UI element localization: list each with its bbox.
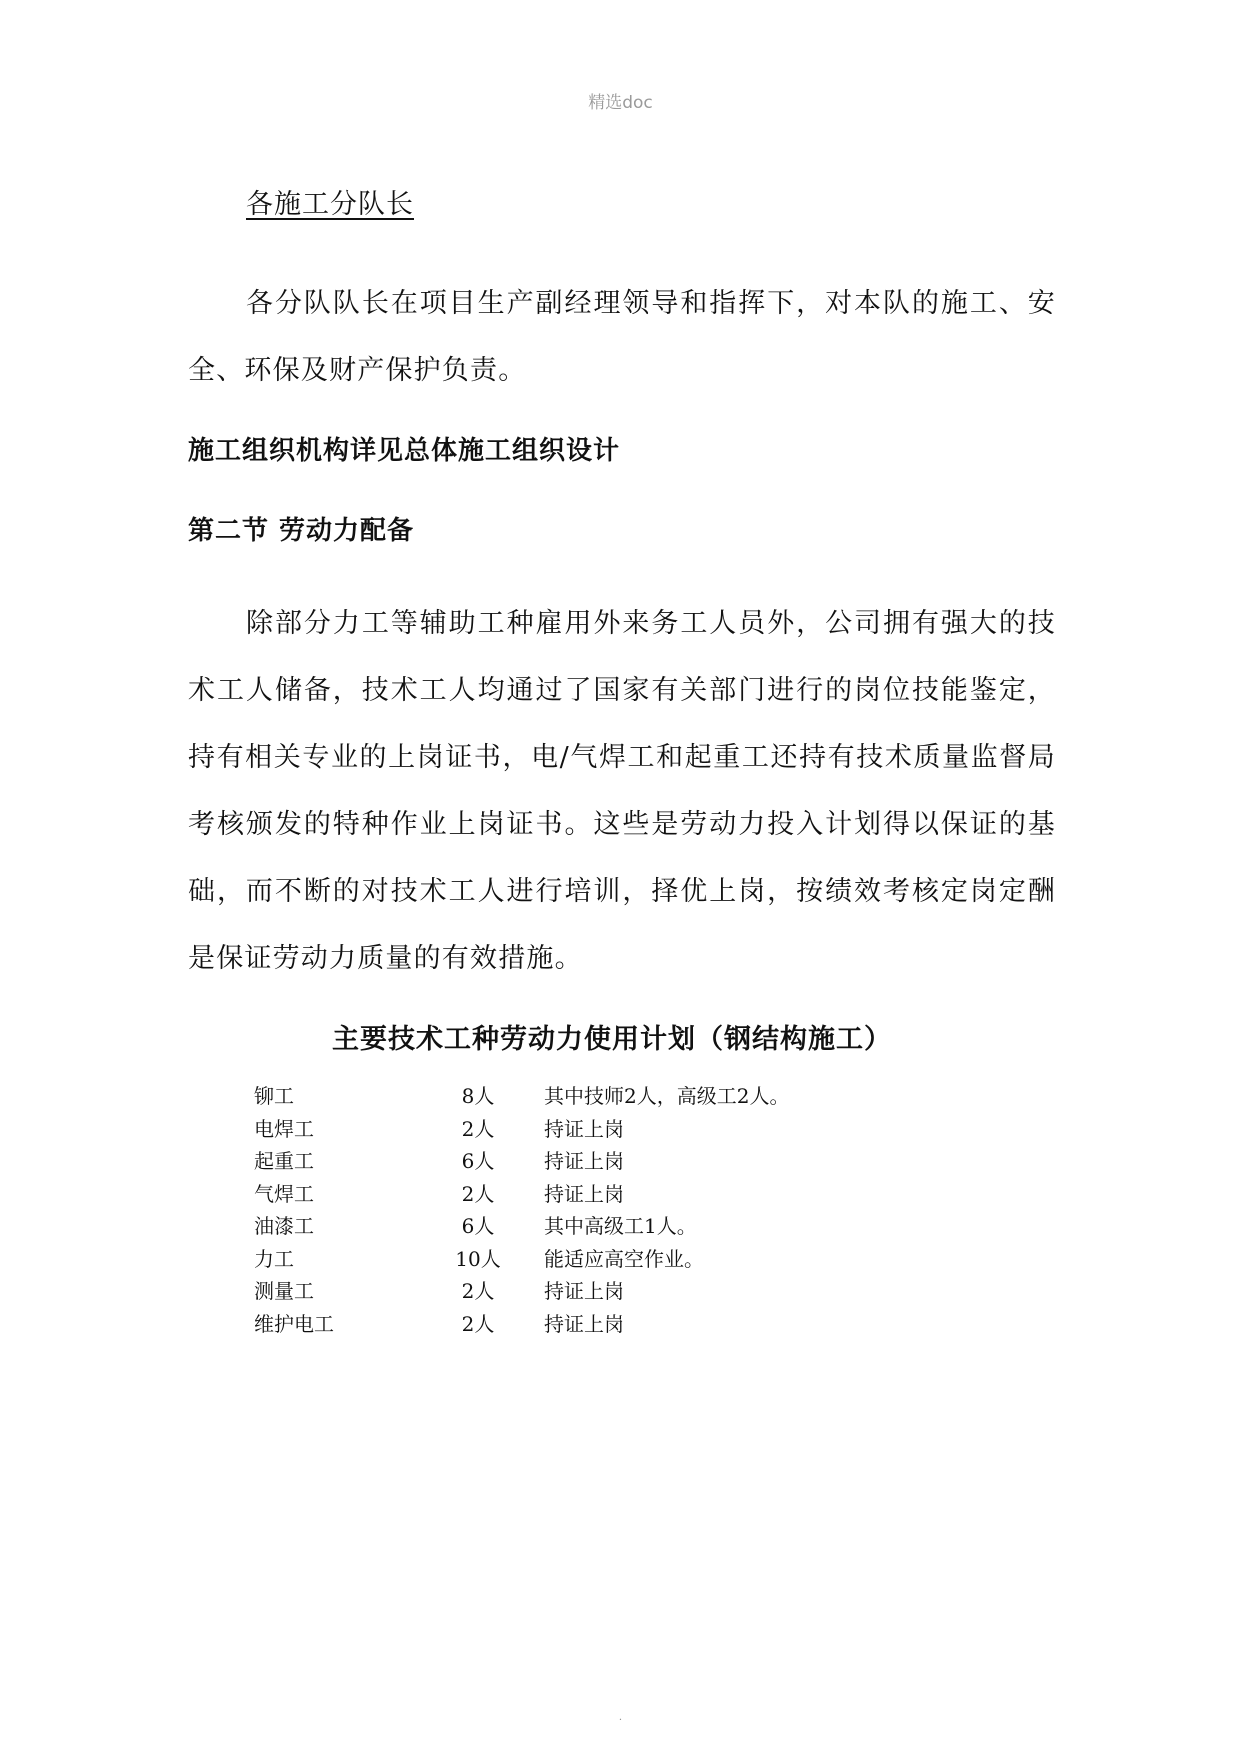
staff-table	[254, 1080, 1056, 1340]
trade-cell: 维护电工	[254, 1311, 334, 1336]
paragraph-team-leaders: 各分队队长在项目生产副经理领导和指挥下，对本队的施工、安全、环保及财产保护负责。	[188, 288, 1056, 386]
count-cell: 2人	[461, 1116, 495, 1141]
trade-cell: 电焊工	[254, 1116, 314, 1141]
document-body	[188, 188, 1056, 1340]
note-cell: 其中高级工1人。	[544, 1214, 697, 1238]
table-row	[254, 1243, 1056, 1276]
note-cell: 其中技师2人，高级工2人。	[544, 1084, 790, 1108]
count-cell: 6人	[461, 1149, 495, 1173]
sub-heading: 各施工分队长	[246, 189, 414, 220]
staff-table-title: 主要技术工种劳动力使用计划（钢结构施工）	[332, 1024, 892, 1055]
note-cell: 持证上岗	[544, 1279, 624, 1303]
table-row	[254, 1178, 1056, 1211]
table-row	[254, 1145, 1056, 1178]
page-header: 精选doc	[588, 93, 653, 113]
paragraph-labor: 除部分力工等辅助工种雇用外来务工人员外，公司拥有强大的技术工人储备，技术工人均通过了国家有关部门进行的岗位技能鉴定，持有相关专业的上岗证书，电/气焊工和起重工还持有技术质量监督局考核颁发的特种作业上岗证书。这些是劳动力投入计划得以保证的基础，而不断的对技术工人进行培训，择优上岗，按绩效考核定岗定酬是保证劳动力质量的有效措施。	[188, 608, 1056, 974]
note-cell: 能适应高空作业。	[544, 1246, 704, 1271]
trade-cell: 油漆工	[254, 1214, 314, 1238]
trade-cell: 力工	[254, 1246, 294, 1271]
table-row	[254, 1308, 1056, 1341]
count-cell: 2人	[461, 1181, 495, 1206]
trade-cell: 铆工	[254, 1084, 294, 1108]
count-cell: 6人	[461, 1214, 495, 1238]
count-cell: 2人	[461, 1279, 495, 1303]
count-cell: 8人	[461, 1084, 495, 1108]
organization-note-heading: 施工组织机构详见总体施工组织设计	[188, 436, 621, 466]
section-heading: 第二节 劳动力配备	[188, 516, 415, 546]
count-cell: 2人	[461, 1311, 495, 1336]
note-cell: 持证上岗	[544, 1311, 624, 1336]
table-row	[254, 1210, 1056, 1243]
trade-cell: 测量工	[254, 1279, 314, 1303]
note-cell: 持证上岗	[544, 1181, 624, 1206]
page-footer-mark: .	[618, 1712, 623, 1723]
count-cell: 10人	[455, 1246, 501, 1271]
table-row	[254, 1113, 1056, 1146]
note-cell: 持证上岗	[544, 1116, 624, 1141]
table-row	[254, 1080, 1056, 1113]
trade-cell: 气焊工	[254, 1181, 314, 1206]
table-row	[254, 1275, 1056, 1308]
note-cell: 持证上岗	[544, 1149, 624, 1173]
trade-cell: 起重工	[254, 1149, 314, 1173]
